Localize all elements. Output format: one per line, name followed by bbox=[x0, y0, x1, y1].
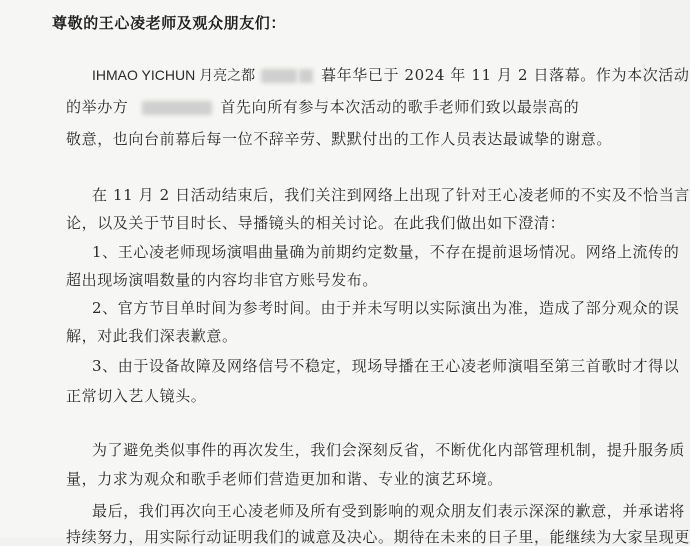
redacted-text bbox=[299, 69, 313, 83]
paragraph-3-line-1: 为了避免类似事件的再次发生，我们会深刻反省，不断优化内部管理机制，提升服务质 bbox=[92, 441, 685, 459]
clarification-item-2-line-1: 2、官方节目单时间为参考时间。由于并未写明以实际演出为准，造成了部分观众的误 bbox=[92, 299, 680, 317]
paragraph-4-line-1: 最后，我们再次向王心凌老师及所有受到影响的观众朋友们表示深深的歉意，并承诺将 bbox=[92, 502, 685, 520]
redacted-text bbox=[261, 69, 297, 83]
clarification-item-3-line-2: 正常切入艺人镜头。 bbox=[66, 387, 207, 405]
paragraph-1-line-2-start: 的举办方 bbox=[66, 98, 129, 116]
organizer-name: IHMAO YICHUN 月亮之都 bbox=[92, 67, 256, 83]
paragraph-2-line-1: 在 11 月 2 日活动结束后，我们关注到网络上出现了针对王心凌老师的不实及不恰当言 bbox=[92, 186, 690, 204]
clarification-item-1-line-1: 1、王心凌老师现场演唱曲量确为前期约定数量，不存在提前退场情况。网络上流传的 bbox=[92, 243, 680, 261]
paragraph-1-line-3: 敬意，也向台前幕后每一位不辞辛劳、默默付出的工作人员表达最诚挚的谢意。 bbox=[66, 130, 613, 148]
paragraph-4-line-2: 持续努力，用实际行动证明我们的诚意及决心。期待在未来的日子里，能继续为大家呈现更 bbox=[66, 528, 690, 546]
paragraph-2-line-2: 论，以及关于节目时长、导播镜头的相关讨论。在此我们做出如下澄清： bbox=[66, 214, 566, 232]
clarification-item-1-line-2: 超出现场演唱数量的内容均非官方账号发布。 bbox=[66, 271, 379, 289]
redacted-text bbox=[142, 101, 212, 115]
paragraph-1-line-1 bbox=[92, 66, 690, 84]
paragraph-1-line-2 bbox=[66, 98, 579, 116]
salutation: 尊敬的王心凌老师及观众朋友们： bbox=[52, 14, 287, 32]
clarification-item-3-line-1: 3、由于设备故障及网络信号不稳定，现场导播在王心凌老师演唱至第三首歌时才得以 bbox=[92, 357, 680, 375]
clarification-item-2-line-2: 解，对此我们深表歉意。 bbox=[66, 327, 238, 345]
paragraph-1-line-1-rest: 暮年华已于 2024 年 11 月 2 日落幕。作为本次活动 bbox=[321, 66, 690, 84]
paragraph-1-line-2-rest: 首先向所有参与本次活动的歌手老师们致以最崇高的 bbox=[220, 98, 580, 116]
paragraph-3-line-2: 量，力求为观众和歌手老师们营造更加和谐、专业的演艺环境。 bbox=[66, 470, 503, 488]
